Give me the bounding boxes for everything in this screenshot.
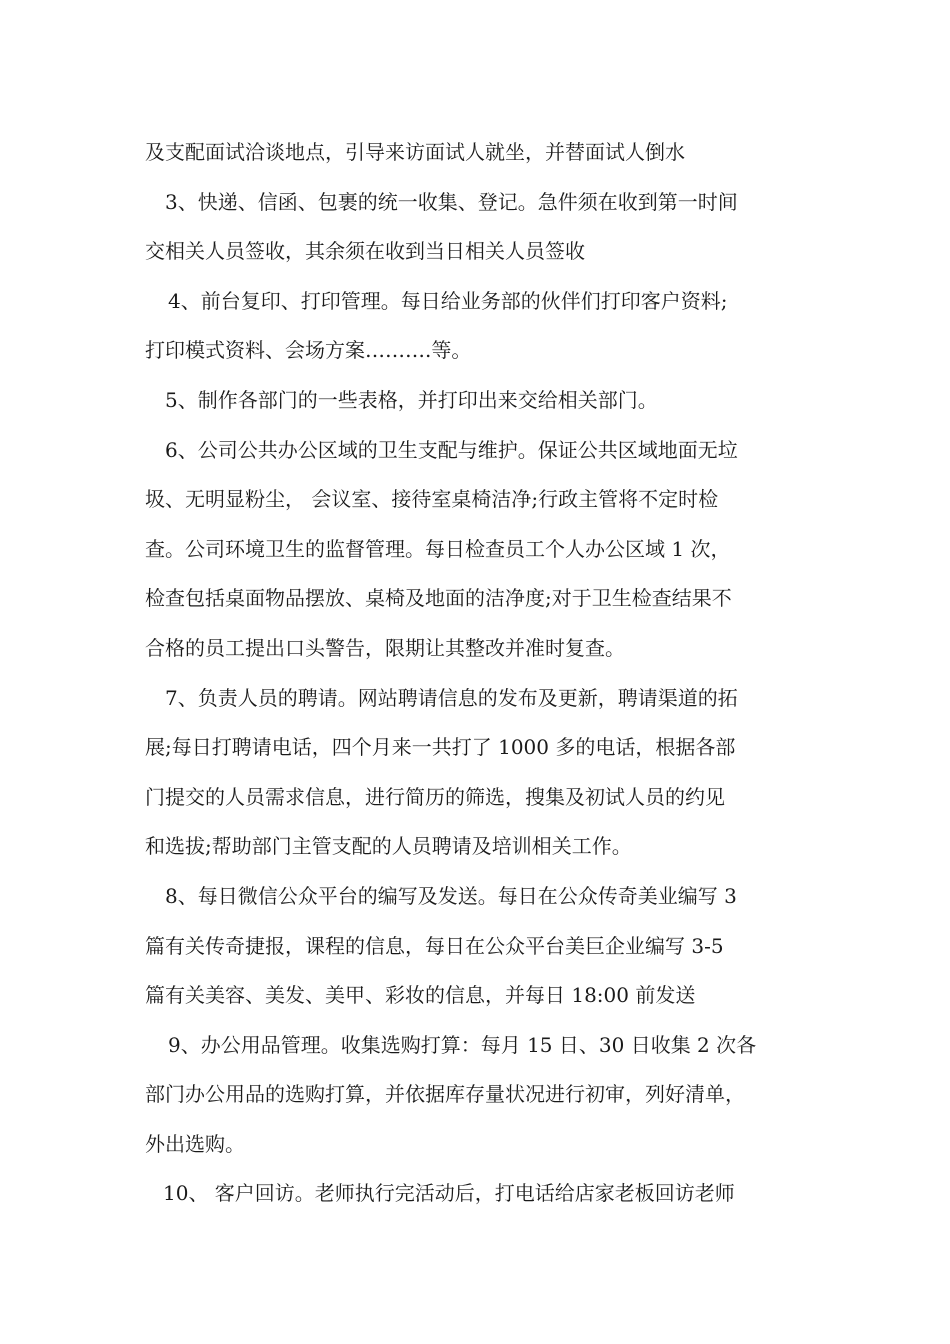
text-line: 篇有关传奇捷报，课程的信息，每日在公众平台美巨企业编写 3-5 — [145, 933, 724, 958]
text-line: 10、 客户回访。老师执行完活动后，打电话给店家老板回访老师 — [163, 1181, 735, 1206]
text-line: 4、前台复印、打印管理。每日给业务部的伙伴们打印客户资料; — [168, 288, 728, 313]
text-line: 和选拔;帮助部门主管支配的人员聘请及培训相关工作。 — [145, 834, 632, 859]
text-line: 9、办公用品管理。收集选购打算：每月 15 日、30 日收集 2 次各 — [168, 1032, 757, 1057]
text-line: 门提交的人员需求信息，进行简历的筛选，搜集及初试人员的约见 — [145, 784, 725, 809]
text-line: 查。公司环境卫生的监督管理。每日检查员工个人办公区域 1 次， — [145, 536, 731, 561]
document-body — [145, 128, 815, 1219]
text-line: 检查包括桌面物品摆放、桌椅及地面的洁净度;对于卫生检查结果不 — [145, 586, 732, 611]
text-line: 8、每日微信公众平台的编写及发送。每日在公众传奇美业编写 3 — [165, 883, 737, 908]
text-line: 3、快递、信函、包裹的统一收集、登记。急件须在收到第一时间 — [165, 189, 738, 214]
text-line: 篇有关美容、美发、美甲、彩妆的信息，并每日 18:00 前发送 — [145, 983, 696, 1008]
text-line: 5、制作各部门的一些表格，并打印出来交给相关部门。 — [165, 387, 658, 412]
text-line: 合格的员工提出口头警告，限期让其整改并准时复查。 — [145, 635, 625, 660]
text-line: 交相关人员签收，其余须在收到当日相关人员签收 — [145, 239, 585, 264]
text-line: 7、负责人员的聘请。网站聘请信息的发布及更新，聘请渠道的拓 — [165, 685, 738, 710]
text-line: 外出选购。 — [145, 1131, 245, 1156]
text-line: 展;每日打聘请电话，四个月来一共打了 1000 多的电话，根据各部 — [145, 735, 736, 760]
text-line: 圾、无明显粉尘， 会议室、接待室桌椅洁净;行政主管将不定时检 — [145, 487, 719, 512]
text-line: 部门办公用品的选购打算，并依据库存量状况进行初审，列好清单， — [145, 1082, 745, 1107]
text-line: 打印模式资料、会场方案……….等。 — [145, 338, 472, 363]
text-line: 6、公司公共办公区域的卫生支配与维护。保证公共区域地面无垃 — [165, 437, 738, 462]
text-line: 及支配面试洽谈地点，引导来访面试人就坐，并替面试人倒水 — [145, 140, 685, 164]
